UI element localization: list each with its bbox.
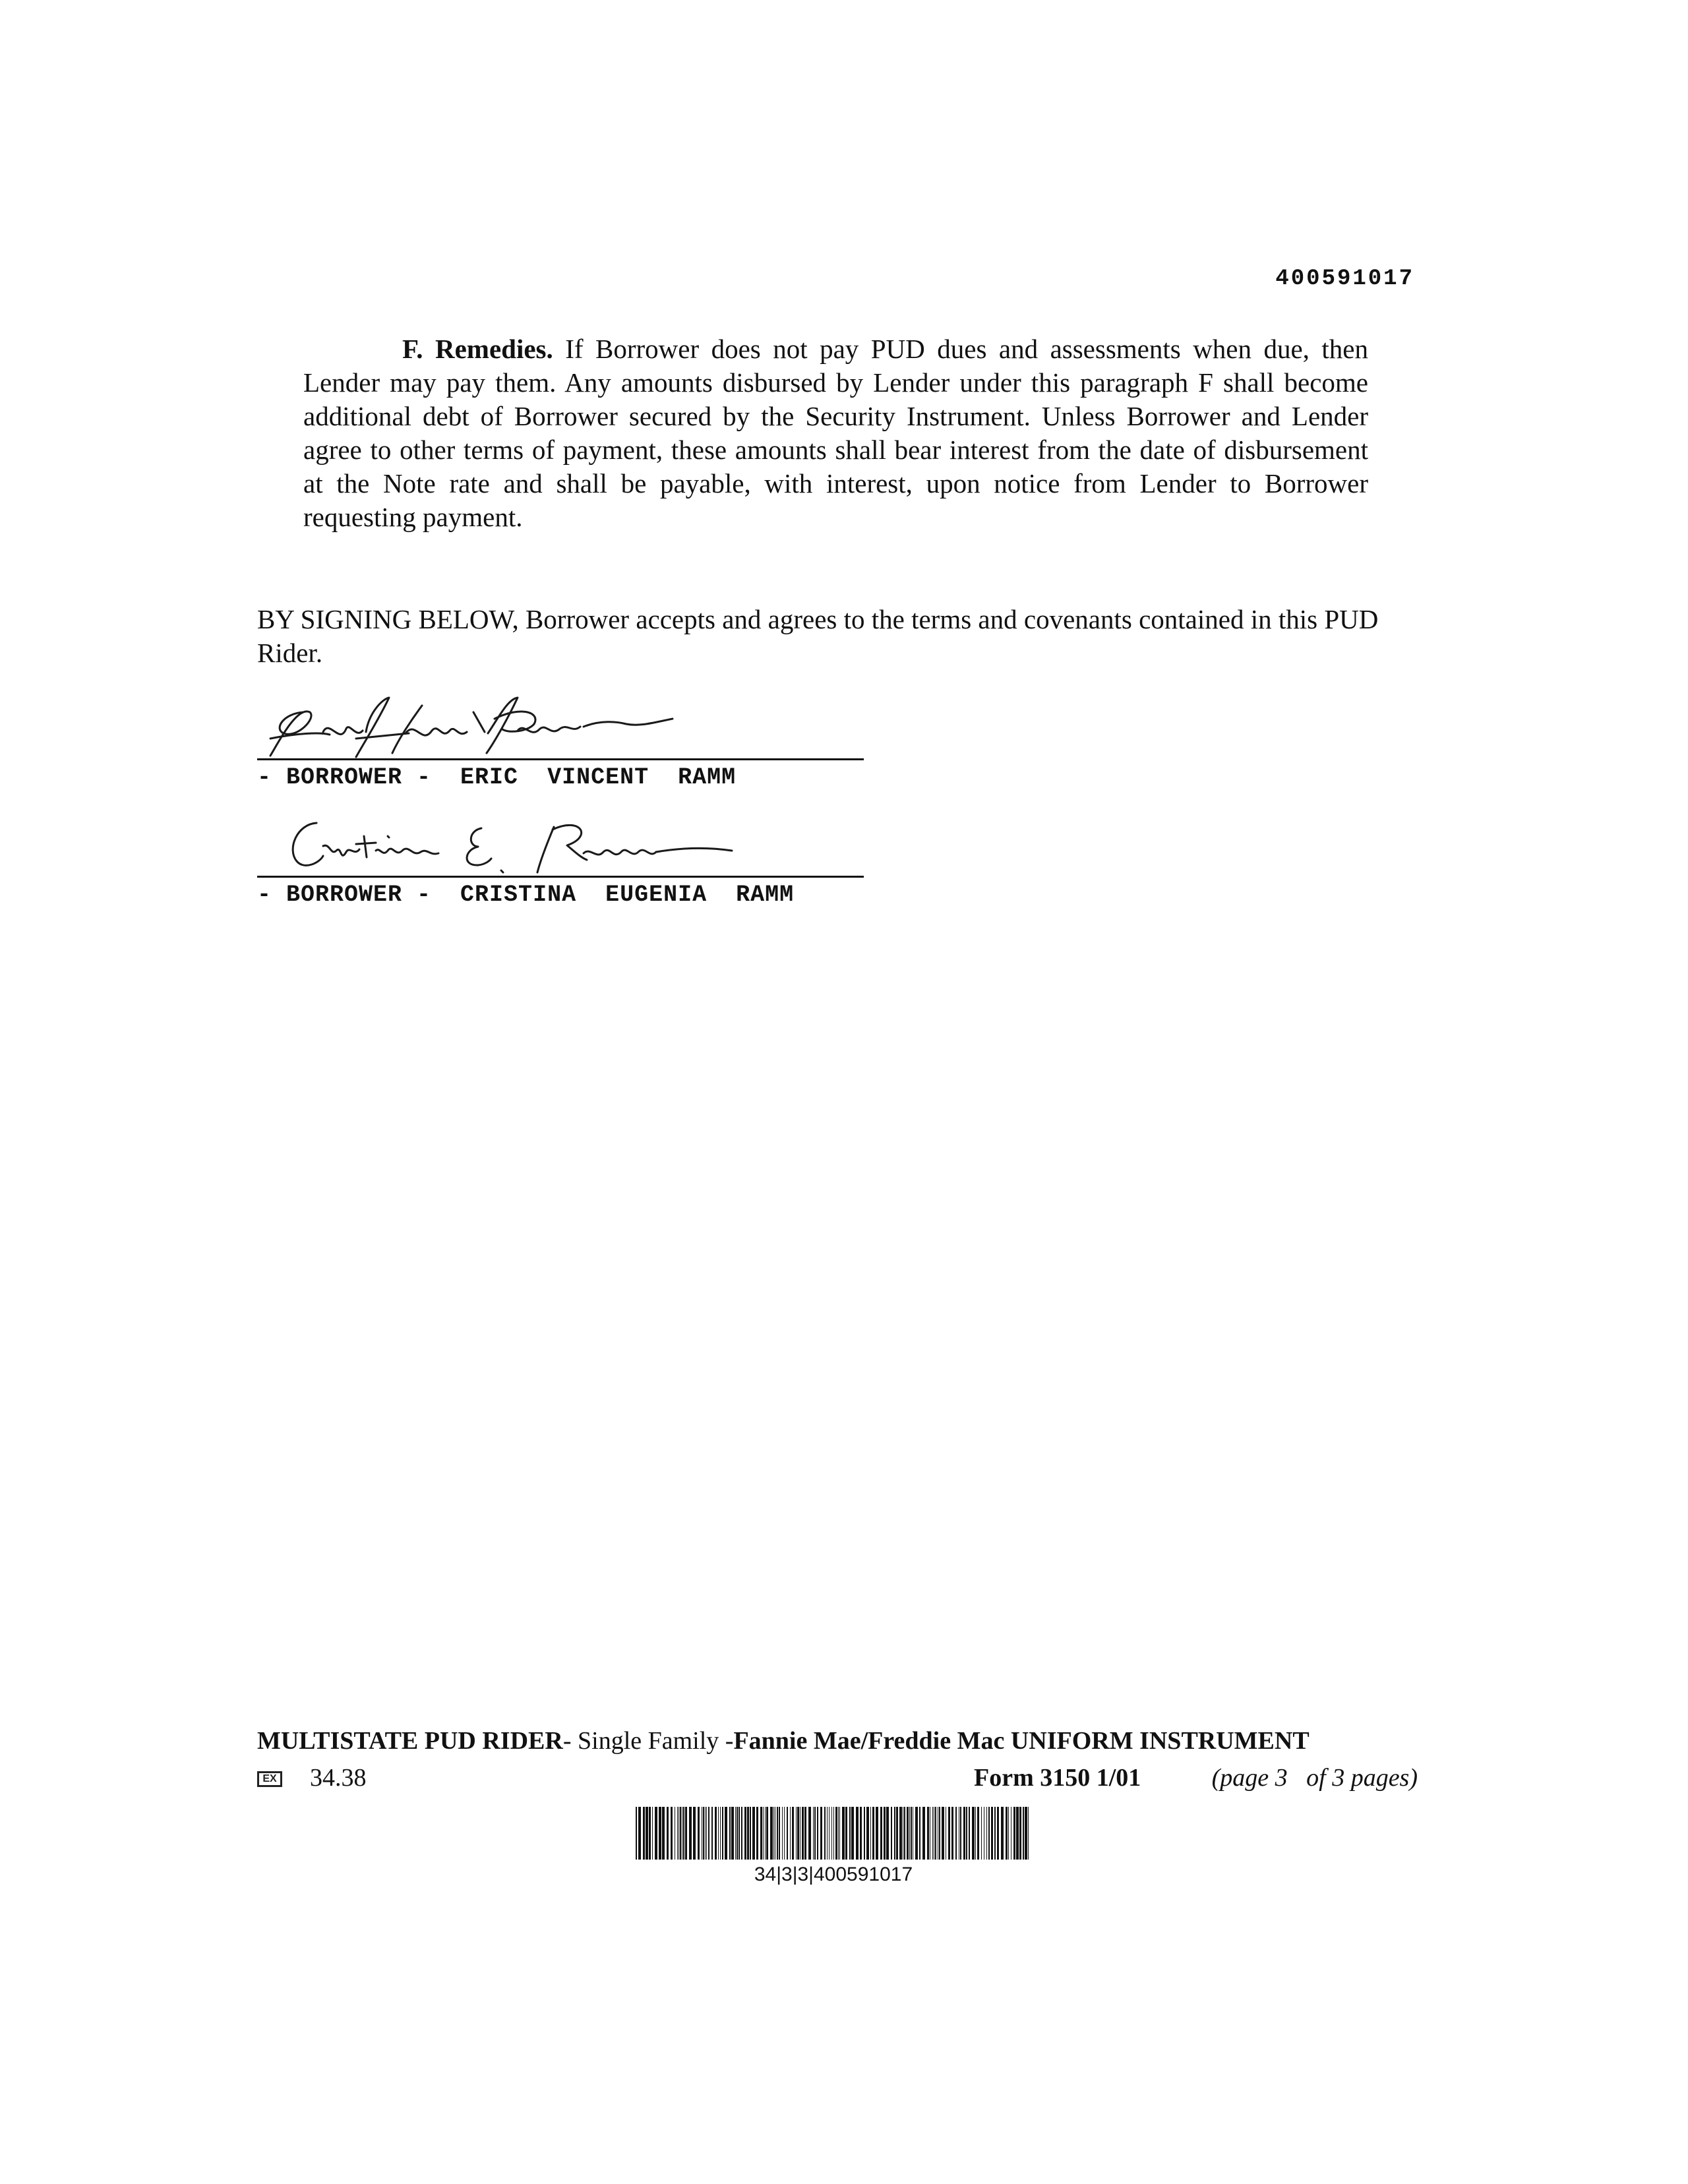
borrower-label-1: - BORROWER - ERIC VINCENT RAMM	[257, 764, 737, 791]
barcode-bar	[955, 1807, 957, 1860]
barcode-bar	[683, 1807, 684, 1860]
barcode-bar	[942, 1807, 944, 1860]
form-title	[257, 1726, 1310, 1755]
barcode-bar	[790, 1807, 791, 1860]
barcode-bar	[808, 1807, 811, 1860]
barcode-bar	[655, 1807, 657, 1860]
barcode-bar	[960, 1807, 961, 1860]
barcode-bar	[939, 1807, 940, 1860]
barcode-bar	[896, 1807, 898, 1860]
barcode-bar	[1001, 1807, 1004, 1860]
form-title-part-3: Fannie Mae/Freddie Mac UNIFORM INSTRUMENT	[733, 1727, 1310, 1755]
barcode-bar	[856, 1807, 859, 1860]
barcode-bar	[750, 1807, 751, 1860]
barcode-bar	[677, 1807, 678, 1860]
barcode-bar	[735, 1807, 736, 1860]
barcode-bar	[773, 1807, 774, 1860]
remedies-text: If Borrower does not pay PUD dues and assessments when due, then Lender may pay them. Any amounts disbursed by Lender under this paragraph F shall become additional debt of Borrower secured by the Security Instrument. Unless Borrower and Lender agree to other terms of payment, these amounts shall bear interest from the date of disbursement at the Note rate and shall be payable, with interest, upon notice from Lender to Borrower requesting payment.	[303, 334, 1368, 532]
barcode-bar	[705, 1807, 706, 1860]
ex-logo-icon: EX	[257, 1771, 282, 1787]
barcode-bar	[886, 1807, 889, 1860]
barcode-bar	[977, 1807, 979, 1860]
barcode-bar	[827, 1807, 828, 1860]
barcode-bar	[649, 1807, 651, 1860]
barcode-bar	[911, 1807, 912, 1860]
barcode-bar	[932, 1807, 933, 1860]
barcode-bar	[833, 1807, 834, 1860]
barcode-bar	[718, 1807, 719, 1860]
barcode-bar	[909, 1807, 910, 1860]
barcode-bar	[689, 1807, 692, 1860]
barcode-bar	[813, 1807, 814, 1860]
barcode-bar	[741, 1807, 742, 1860]
barcode-bar	[782, 1807, 783, 1860]
signature-eric	[257, 692, 864, 758]
barcode-bar	[779, 1807, 780, 1860]
barcode-text: 34|3|3|400591017	[754, 1864, 913, 1885]
remedies-paragraph	[303, 332, 1368, 534]
barcode-bar	[652, 1807, 653, 1860]
barcode-bar	[693, 1807, 696, 1860]
barcode-bar	[817, 1807, 818, 1860]
barcode-bar	[703, 1807, 704, 1860]
barcode-bar	[796, 1807, 797, 1860]
loan-number: 400591017	[1275, 266, 1414, 291]
barcode-bar	[935, 1807, 936, 1860]
barcode-bar	[797, 1807, 799, 1860]
barcode-bar	[680, 1807, 681, 1860]
barcode-bar	[838, 1807, 839, 1860]
barcode-bar	[963, 1807, 965, 1860]
barcode-bar	[975, 1807, 976, 1860]
barcode-bar	[899, 1807, 902, 1860]
barcode-bar	[927, 1807, 929, 1860]
barcode-bar	[659, 1807, 661, 1860]
remedies-heading: F. Remedies.	[402, 334, 553, 364]
barcode-bar	[646, 1807, 648, 1860]
barcode-bar	[845, 1807, 847, 1860]
barcode-bar	[770, 1807, 773, 1860]
barcode-bar	[966, 1807, 967, 1860]
barcode-bar	[784, 1807, 785, 1860]
barcode-bar	[744, 1807, 746, 1860]
signature-line-1	[257, 758, 864, 760]
barcode	[636, 1807, 1031, 1860]
barcode-bar	[706, 1807, 707, 1860]
barcode-bar	[994, 1807, 996, 1860]
barcode-bar	[969, 1807, 970, 1860]
barcode-bar	[884, 1807, 886, 1860]
barcode-bar	[872, 1807, 874, 1860]
barcode-bar	[698, 1807, 700, 1860]
signing-statement: BY SIGNING BELOW, Borrower accepts and agrees to the terms and covenants contained in this PUD Rider.	[257, 604, 1379, 668]
barcode-bar	[1016, 1807, 1019, 1860]
barcode-bar	[711, 1807, 713, 1860]
barcode-bar	[636, 1807, 637, 1860]
barcode-bar	[671, 1807, 673, 1860]
barcode-bar	[1023, 1807, 1024, 1860]
barcode-bar	[678, 1807, 679, 1860]
barcode-bar	[760, 1807, 762, 1860]
borrower-label-2: - BORROWER - CRISTINA EUGENIA RAMM	[257, 882, 795, 908]
barcode-bar	[1006, 1807, 1008, 1860]
barcode-bar	[715, 1807, 717, 1860]
barcode-bar	[708, 1807, 709, 1860]
barcode-bar	[880, 1807, 882, 1860]
barcode-bar	[986, 1807, 987, 1860]
barcode-bar	[787, 1807, 788, 1860]
barcode-bar	[907, 1807, 909, 1860]
barcode-bar	[1013, 1807, 1015, 1860]
barcode-bar	[802, 1807, 804, 1860]
form-footer-row	[257, 1763, 1418, 1796]
barcode-bar	[891, 1807, 892, 1860]
barcode-bar	[824, 1807, 826, 1860]
signature-block-2	[257, 810, 864, 908]
barcode-bar	[765, 1807, 766, 1860]
barcode-bar	[988, 1807, 990, 1860]
barcode-bar	[738, 1807, 740, 1860]
barcode-bar	[777, 1807, 778, 1860]
barcode-bar	[667, 1807, 669, 1860]
barcode-bar	[839, 1807, 840, 1860]
barcode-bar	[1008, 1807, 1009, 1860]
barcode-bar	[951, 1807, 953, 1860]
barcode-bar	[720, 1807, 721, 1860]
barcode-bar	[876, 1807, 878, 1860]
barcode-bar	[981, 1807, 982, 1860]
barcode-bar	[866, 1807, 869, 1860]
barcode-bar	[814, 1807, 816, 1860]
barcode-bar	[747, 1807, 749, 1860]
form-title-part-2: - Single Family -	[562, 1727, 734, 1755]
signature-block-1	[257, 692, 864, 791]
barcode-bar	[851, 1807, 854, 1860]
barcode-bar	[915, 1807, 918, 1860]
barcode-bar	[922, 1807, 925, 1860]
barcode-bar	[948, 1807, 950, 1860]
barcode-bar	[638, 1807, 641, 1860]
barcode-bar	[1019, 1807, 1021, 1860]
barcode-bar	[643, 1807, 645, 1860]
barcode-bar	[894, 1807, 895, 1860]
barcode-bar	[685, 1807, 687, 1860]
barcode-bar	[997, 1807, 999, 1860]
barcode-bar	[904, 1807, 905, 1860]
form-number: Form 3150 1/01	[974, 1764, 1141, 1792]
barcode-bar	[1025, 1807, 1027, 1860]
barcode-bar	[662, 1807, 665, 1860]
page-indicator: (page 3 of 3 pages)	[1211, 1764, 1418, 1792]
barcode-bar	[842, 1807, 845, 1860]
form-title-part-1: MULTISTATE PUD RIDER	[257, 1727, 563, 1755]
barcode-bar	[725, 1807, 727, 1860]
barcode-bar	[763, 1807, 764, 1860]
signature-cristina	[257, 810, 864, 876]
barcode-bar	[766, 1807, 768, 1860]
barcode-bar	[731, 1807, 734, 1860]
barcode-bar	[972, 1807, 975, 1860]
barcode-bar	[737, 1807, 738, 1860]
barcode-bar	[722, 1807, 723, 1860]
barcode-bar	[860, 1807, 862, 1860]
barcode-bar	[870, 1807, 871, 1860]
barcode-bar	[831, 1807, 832, 1860]
barcode-bar	[752, 1807, 755, 1860]
barcode-bar	[804, 1807, 806, 1860]
barcode-bar	[792, 1807, 794, 1860]
form-version: 34.38	[310, 1764, 367, 1792]
barcode-bar	[835, 1807, 837, 1860]
barcode-bar	[919, 1807, 920, 1860]
barcode-bar	[729, 1807, 731, 1860]
barcode-bar	[864, 1807, 865, 1860]
signature-line-2	[257, 876, 864, 878]
barcode-bar	[820, 1807, 822, 1860]
barcode-bar	[849, 1807, 851, 1860]
barcode-bar	[991, 1807, 993, 1860]
barcode-bar	[1028, 1807, 1029, 1860]
barcode-bar	[756, 1807, 758, 1860]
